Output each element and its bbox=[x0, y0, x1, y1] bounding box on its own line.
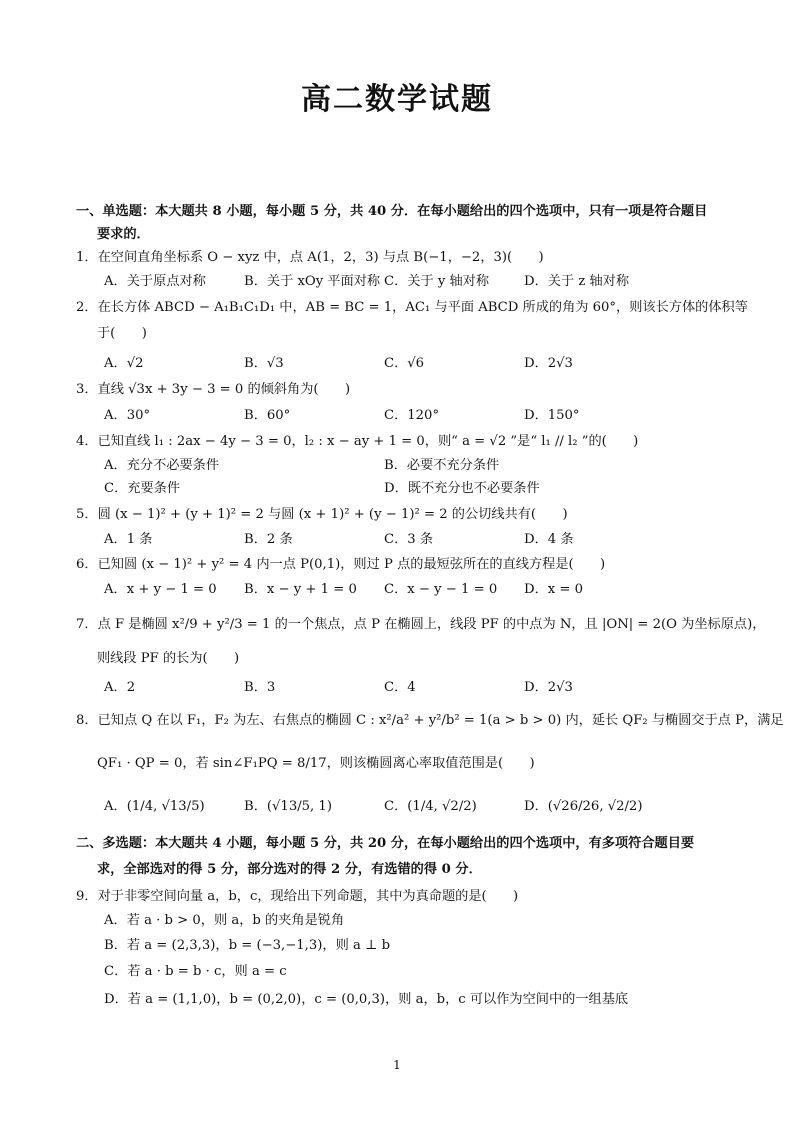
question-7-option-b: B．3 bbox=[244, 680, 276, 695]
section-2-header: 二、多选题：本大题共 4 小题，每小题 5 分，共 20 分，在每小题给出的四个选项中，有多项符合题目要 bbox=[76, 836, 695, 851]
question-3-option-d: D．150° bbox=[524, 408, 580, 423]
question-6-option-d: D．x = 0 bbox=[524, 582, 584, 597]
question-1-option-d: D．关于 z 轴对称 bbox=[524, 274, 630, 289]
question-4-option-a: A．充分不必要条件 bbox=[104, 458, 220, 473]
section-1-header-cont: 要求的． bbox=[97, 227, 150, 242]
question-4-option-c: C．充要条件 bbox=[104, 481, 181, 496]
question-3-stem: 3．直线 √3x + 3y − 3 = 0 的倾斜角为( ) bbox=[76, 382, 351, 397]
question-8-stem-cont: QF₁ · QP = 0，若 sin∠F₁PQ = 8/17，则该椭圆离心率取值范围是( ) bbox=[97, 756, 535, 771]
question-8-option-a: A．(1/4, √13/5) bbox=[104, 799, 205, 814]
question-9-option-c: C．若 a · b = b · c，则 a = c bbox=[104, 964, 287, 979]
question-7-stem-cont: 则线段 PF 的长为( ) bbox=[97, 651, 240, 666]
question-1-option-a: A．关于原点对称 bbox=[104, 274, 206, 289]
question-5-option-a: A．1 条 bbox=[104, 532, 153, 547]
question-9-stem: 9．对于非零空间向量 a，b，c，现给出下列命题，其中为真命题的是( ) bbox=[76, 889, 519, 904]
question-6-option-a: A．x + y − 1 = 0 bbox=[104, 582, 217, 597]
question-7-option-d: D．2√3 bbox=[524, 680, 573, 695]
question-4-stem: 4．已知直线 l₁ : 2ax − 4y − 3 = 0，l₂ : x − ay + 1 = 0，则“ a = √2 ”是“ l₁ // l₂ ”的( ) bbox=[76, 434, 639, 449]
question-5-option-b: B．2 条 bbox=[244, 532, 293, 547]
question-4-option-d: D．既不充分也不必要条件 bbox=[384, 481, 540, 496]
question-8-option-d: D．(√26/26, √2/2) bbox=[524, 799, 643, 814]
question-3-option-c: C．120° bbox=[384, 408, 440, 423]
question-2-option-a: A．√2 bbox=[104, 356, 144, 371]
question-8-option-b: B．(√13/5, 1) bbox=[244, 799, 332, 814]
question-9-option-a: A．若 a · b > 0，则 a，b 的夹角是锐角 bbox=[104, 913, 345, 928]
question-2-option-c: C．√6 bbox=[384, 356, 425, 371]
question-3-option-b: B．60° bbox=[244, 408, 291, 423]
question-6-stem: 6．已知圆 (x − 1)² + y² = 4 内一点 P(0,1)，则过 P 点的最短弦所在的直线方程是( ) bbox=[76, 557, 606, 572]
question-2-stem: 2．在长方体 ABCD − A₁B₁C₁D₁ 中，AB = BC = 1，AC₁ 与平面 ABCD 所成的角为 60°，则该长方体的体积等 bbox=[76, 300, 748, 315]
question-2-option-b: B．√3 bbox=[244, 356, 284, 371]
section-2-header-cont: 求，全部选对的得 5 分，部分选对的得 2 分，有选错的得 0 分． bbox=[97, 862, 482, 877]
question-2-option-d: D．2√3 bbox=[524, 356, 573, 371]
question-5-option-c: C．3 条 bbox=[384, 532, 434, 547]
question-5-stem: 5．圆 (x − 1)² + (y + 1)² = 2 与圆 (x + 1)² + (y − 1)² = 2 的公切线共有( ) bbox=[76, 507, 568, 522]
question-7-stem: 7．点 F 是椭圆 x²/9 + y²/3 = 1 的一个焦点，点 P 在椭圆上，线段 PF 的中点为 N，且 |ON| = 2(O 为坐标原点)， bbox=[76, 617, 766, 632]
question-1-option-c: C．关于 y 轴对称 bbox=[384, 274, 490, 289]
section-1-header: 一、单选题：本大题共 8 小题，每小题 5 分，共 40 分．在每小题给出的四个选项中，只有一项是符合题目 bbox=[76, 204, 708, 219]
question-7-option-a: A．2 bbox=[104, 680, 136, 695]
question-6-option-c: C．x − y − 1 = 0 bbox=[384, 582, 498, 597]
question-5-option-d: D．4 条 bbox=[524, 532, 574, 547]
question-9-option-b: B．若 a = (2,3,3)，b = (−3,−1,3)，则 a ⊥ b bbox=[104, 938, 391, 953]
question-2-stem-cont: 于( ) bbox=[97, 326, 147, 341]
question-1-stem: 1．在空间直角坐标系 O − xyz 中，点 A(1，2，3) 与点 B(−1，−2，3)( ) bbox=[76, 250, 544, 265]
question-8-option-c: C．(1/4, √2/2) bbox=[384, 799, 477, 814]
question-3-option-a: A．30° bbox=[104, 408, 151, 423]
question-6-option-b: B．x − y + 1 = 0 bbox=[244, 582, 357, 597]
page-number: 1 bbox=[393, 1058, 401, 1072]
question-8-stem: 8．已知点 Q 在以 F₁，F₂ 为左、右焦点的椭圆 C : x²/a² + y²/b² = 1(a > b > 0) 内，延长 QF₂ 与椭圆交于点 P，满足 bbox=[76, 713, 784, 728]
question-9-option-d: D．若 a = (1,1,0)，b = (0,2,0)，c = (0,0,3)，则 a，b，c 可以作为空间中的一组基底 bbox=[104, 992, 629, 1007]
question-7-option-c: C．4 bbox=[384, 680, 416, 695]
page-title: 高二数学试题 bbox=[301, 82, 493, 117]
question-1-option-b: B．关于 xOy 平面对称 bbox=[244, 274, 381, 289]
question-4-option-b: B．必要不充分条件 bbox=[384, 458, 500, 473]
